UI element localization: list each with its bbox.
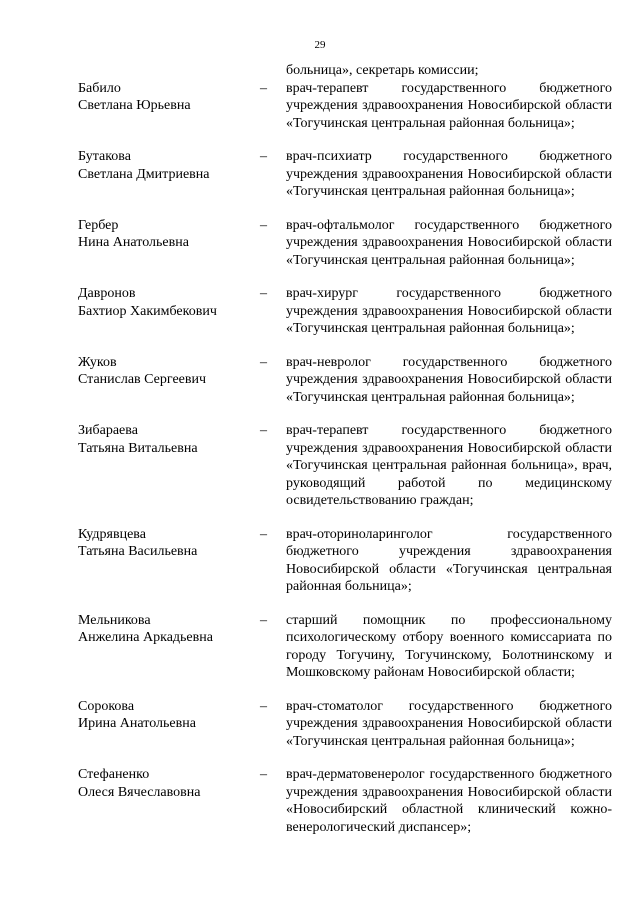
member-entry bbox=[78, 80, 612, 133]
member-entry bbox=[78, 612, 612, 682]
commission-members-list bbox=[78, 62, 612, 852]
member-surname: Кудрявцева bbox=[78, 526, 146, 542]
member-given-name: Анжелина Аркадьевна bbox=[78, 630, 213, 645]
dash-separator: – bbox=[260, 698, 267, 714]
member-given-name: Станислав Сергеевич bbox=[78, 372, 207, 387]
member-entry bbox=[78, 217, 612, 270]
member-role: врач-психиатр государственного бюджетного учреждения здравоохранения Новосибирской области «Тогучинская центральная районная больница»; bbox=[286, 149, 612, 199]
member-entry bbox=[78, 698, 612, 751]
member-role: врач-офтальмолог государственного бюджетного учреждения здравоохранения Новосибирской области «Тогучинская центральная районная больница»; bbox=[286, 217, 612, 268]
member-given-name: Татьяна Витальевна bbox=[78, 440, 198, 456]
member-given-name: Татьяна Васильевна bbox=[78, 544, 198, 559]
member-surname: Зибараева bbox=[78, 423, 138, 438]
member-surname: Давронов bbox=[78, 286, 136, 301]
member-role: старший помощник по профессиональному психологическому отбору военного комиссариата по городу Тогучину, Тогучинскому, Болотнинскому и Мошковскому районам Новосибирской области; bbox=[286, 612, 612, 680]
member-role: врач-оториноларинголог государственного бюджетного учреждения здравоохранения Новосибирской области «Тогучинская центральная районная больница»; bbox=[286, 526, 612, 594]
member-given-name: Олеся Вячеславовна bbox=[78, 784, 201, 800]
member-role: врач-терапевт государственного бюджетного учреждения здравоохранения Новосибирской области «Тогучинская центральная районная больница», врач, руководящий работой по медицинскому освидетельствованию граждан; bbox=[286, 423, 612, 508]
member-name bbox=[78, 612, 260, 647]
member-name bbox=[78, 526, 260, 561]
page-number: 29 bbox=[314, 39, 326, 51]
continuation-text: больница», секретарь комиссии; bbox=[286, 63, 479, 78]
dash-separator: – bbox=[260, 354, 267, 370]
member-surname: Стефаненко bbox=[78, 767, 150, 782]
member-entry bbox=[78, 526, 612, 596]
member-given-name: Светлана Юрьевна bbox=[78, 98, 191, 113]
member-name bbox=[78, 285, 260, 320]
member-surname: Сорокова bbox=[78, 698, 135, 714]
dash-separator: – bbox=[260, 217, 267, 233]
member-entry bbox=[78, 285, 612, 338]
member-entry bbox=[78, 148, 612, 201]
member-surname: Бабило bbox=[78, 80, 121, 96]
member-role: врач-терапевт государственного бюджетного учреждения здравоохранения Новосибирской области «Тогучинская центральная районная больница»; bbox=[286, 80, 612, 131]
member-name bbox=[78, 698, 260, 733]
member-name bbox=[78, 217, 260, 252]
member-surname: Бутакова bbox=[78, 149, 131, 164]
dash-separator: – bbox=[260, 423, 267, 438]
dash-separator: – bbox=[260, 286, 267, 301]
dash-separator: – bbox=[260, 526, 267, 542]
dash-separator: – bbox=[260, 149, 267, 164]
member-role: врач-стоматолог государственного бюджетного учреждения здравоохранения Новосибирской области «Тогучинская центральная районная больница»; bbox=[286, 698, 612, 749]
member-name bbox=[78, 354, 260, 389]
member-surname: Гербер bbox=[78, 217, 119, 233]
member-entry bbox=[78, 422, 612, 510]
member-name bbox=[78, 148, 260, 183]
member-role: врач-невролог государственного бюджетного учреждения здравоохранения Новосибирской области «Тогучинская центральная районная больница»; bbox=[286, 354, 612, 405]
member-given-name: Бахтиор Хакимбекович bbox=[78, 303, 217, 319]
member-entry bbox=[78, 766, 612, 836]
member-entry bbox=[78, 354, 612, 407]
member-role: врач-хирург государственного бюджетного учреждения здравоохранения Новосибирской области «Тогучинская центральная районная больница»; bbox=[286, 286, 612, 336]
member-role: врач-дерматовенеролог государственного бюджетного учреждения здравоохранения Новосибирской области «Новосибирский областной клинический кожно-венерологический диспансер»; bbox=[286, 767, 612, 835]
member-given-name: Ирина Анатольевна bbox=[78, 716, 196, 731]
member-name bbox=[78, 766, 260, 801]
dash-separator: – bbox=[260, 767, 267, 782]
member-given-name: Нина Анатольевна bbox=[78, 235, 189, 250]
member-name bbox=[78, 80, 260, 115]
member-surname: Мельникова bbox=[78, 612, 151, 628]
member-name bbox=[78, 422, 260, 457]
dash-separator: – bbox=[260, 612, 267, 628]
dash-separator: – bbox=[260, 80, 267, 96]
member-surname: Жуков bbox=[78, 354, 117, 370]
member-given-name: Светлана Дмитриевна bbox=[78, 166, 210, 182]
